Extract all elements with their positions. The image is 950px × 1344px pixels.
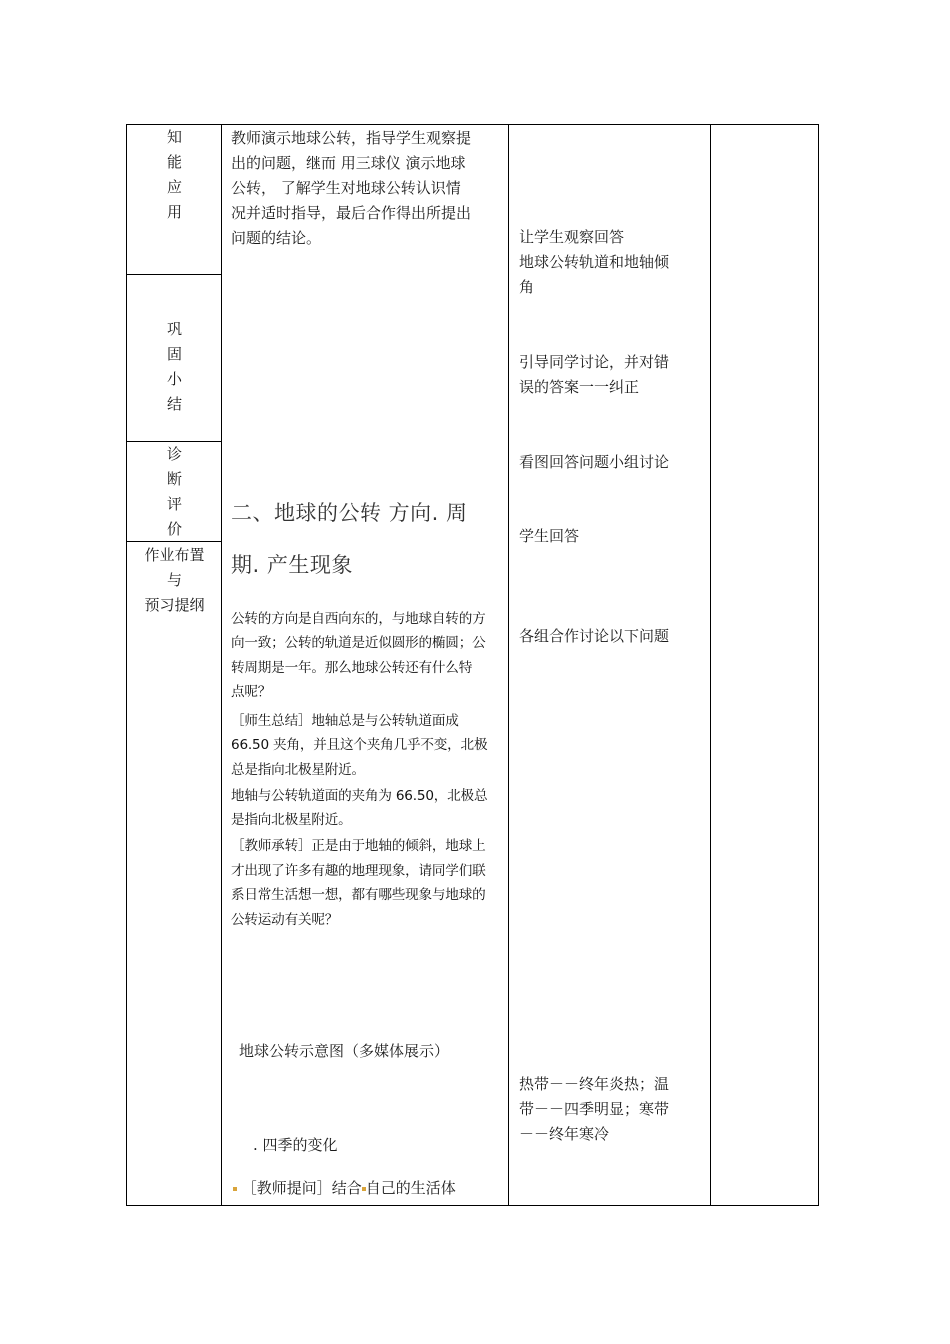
column-divider bbox=[508, 125, 509, 1205]
label-char: 用 bbox=[166, 203, 182, 221]
body-line: 66.50 夹角，并且这个夹角几乎不变，北极 bbox=[231, 737, 488, 753]
body-line: 公转的方向是自西向东的，与地球自转的方 bbox=[231, 611, 486, 627]
section-heading-line2: 期. 产生现象 bbox=[231, 553, 353, 577]
row-divider bbox=[127, 274, 222, 275]
label-char: 价 bbox=[166, 520, 182, 538]
label-char: 评 bbox=[166, 495, 182, 513]
student-line: 角 bbox=[519, 278, 535, 296]
column-divider bbox=[710, 125, 711, 1205]
body-line: 向一致；公转的轨道是近似圆形的椭圆；公 bbox=[231, 635, 486, 651]
student-line: 让学生观察回答 bbox=[519, 228, 625, 246]
label-char: 断 bbox=[166, 470, 182, 488]
label-char: 固 bbox=[166, 345, 182, 363]
student-line: 地球公转轨道和地轴倾 bbox=[519, 253, 670, 271]
intro-line: 公转， 了解学生对地球公转认识情 bbox=[231, 179, 461, 197]
lesson-plan-table bbox=[126, 124, 819, 1206]
student-line: 误的答案一一纠正 bbox=[519, 378, 640, 396]
intro-line: 问题的结论。 bbox=[231, 229, 322, 247]
section-heading-line1: 二、地球的公转 方向. 周 bbox=[231, 501, 468, 525]
body-line: 系日常生活想一想，都有哪些现象与地球的 bbox=[231, 887, 486, 903]
label-line: 与 bbox=[166, 571, 182, 589]
body-line: ［师生总结］地轴总是与公转轨道面成 bbox=[231, 713, 459, 729]
label-gonggu-xiaojie bbox=[127, 317, 222, 417]
label-line: 作业布置 bbox=[144, 546, 205, 564]
intro-line: 出的问题，继而 用三球仪 演示地球 bbox=[231, 154, 466, 172]
label-char: 巩 bbox=[166, 320, 182, 338]
student-answer: 学生回答 bbox=[519, 527, 580, 545]
question-prefix: ［教师提问］结合 bbox=[241, 1179, 362, 1197]
label-zuoye-buzhi bbox=[127, 543, 222, 618]
label-line: 预习提纲 bbox=[144, 596, 205, 614]
label-zhishi-yingyong bbox=[127, 125, 222, 225]
student-line: －－终年寒冷 bbox=[519, 1125, 610, 1143]
label-char: 结 bbox=[166, 395, 182, 413]
body-line: 总是指向北极星附近。 bbox=[231, 762, 365, 778]
question-suffix: 自己的生活体 bbox=[365, 1179, 456, 1197]
body-line: 点呢？ bbox=[231, 684, 272, 700]
intro-line: 教师演示地球公转，指导学生观察提 bbox=[231, 129, 472, 147]
body-line: 公转运动有关呢？ bbox=[231, 912, 339, 928]
label-char: 小 bbox=[166, 370, 182, 388]
student-line: 引导同学讨论，并对错 bbox=[519, 353, 670, 371]
column-divider bbox=[221, 125, 222, 1205]
student-line: 热带－－终年炎热；温 bbox=[519, 1075, 670, 1093]
label-zhenduan-pingjia bbox=[127, 442, 222, 542]
intro-line: 况并适时指导，最后合作得出所提出 bbox=[231, 204, 472, 222]
diagram-caption: 地球公转示意图（多媒体展示） bbox=[239, 1042, 450, 1060]
student-line: 带－－四季明显；寒带 bbox=[519, 1100, 670, 1118]
bullet-dot bbox=[233, 1187, 237, 1191]
teacher-question-line bbox=[233, 1176, 456, 1201]
label-char: 能 bbox=[166, 153, 182, 171]
seasons-subheading: . 四季的变化 bbox=[253, 1136, 338, 1154]
student-group-look: 看图回答问题小组讨论 bbox=[519, 453, 670, 471]
label-char: 诊 bbox=[166, 445, 182, 463]
student-group-cooperate: 各组合作讨论以下问题 bbox=[519, 627, 670, 645]
body-line: 才出现了许多有趣的地理现象，请同学们联 bbox=[231, 863, 486, 879]
body-line: 地轴与公转轨道面的夹角为 66.50，北极总 bbox=[231, 788, 488, 804]
label-char: 知 bbox=[166, 128, 182, 146]
body-line: ［教师承转］正是由于地轴的倾斜，地球上 bbox=[231, 838, 486, 854]
body-line: 是指向北极星附近。 bbox=[231, 812, 352, 828]
body-line: 转周期是一年。那么地球公转还有什么特 bbox=[231, 660, 473, 676]
label-char: 应 bbox=[166, 178, 182, 196]
